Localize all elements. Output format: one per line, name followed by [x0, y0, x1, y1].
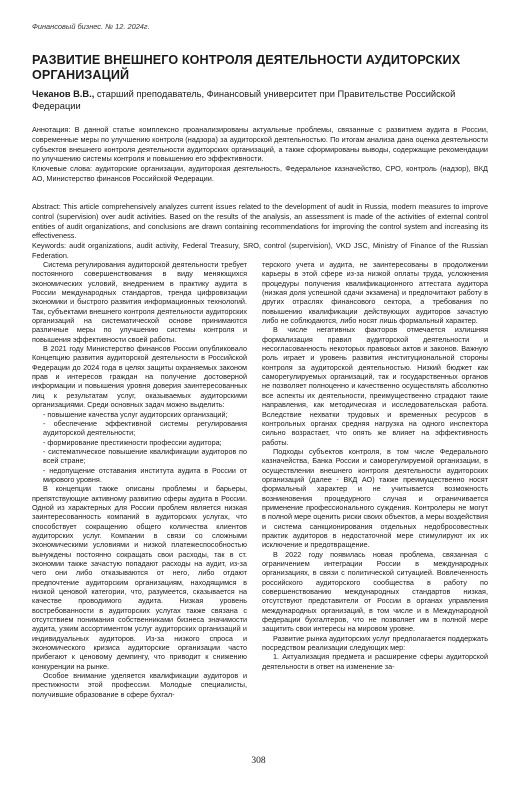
body-column-left	[32, 260, 247, 699]
list-item: - обеспечение эффективной системы регулирования аудиторской деятельности;	[43, 418, 247, 438]
author-affiliation: старший преподаватель, Финансовый университет при Правительстве Российской Федерации	[32, 89, 456, 111]
abstract-ru	[32, 125, 488, 184]
author-line	[32, 88, 490, 112]
keywords-en: Keywords: audit organizations, audit activity, Federal Treasury, SRO, control (supervision), VKD JSC, Ministry of Finance of the Russian Federation.	[32, 241, 488, 260]
body-paragraph: Система регулирования аудиторской деятельности требует постоянного совершенствования в виду меняющихся экономических условий, внедрением в практику аудита в России международных стандартов, тренда цифровизации экономики и быстрого развития информационных технологий. Так, субъектами внешнего контроля деятельности аудиторских организаций на систематической основе принимаются различные меры по улучшению системы контроля и повышения эффективности своей работы.	[32, 260, 247, 344]
list-item: - систематическое повышение квалификации аудиторов по всей стране;	[43, 446, 247, 466]
body-paragraph: В 2021 году Министерство финансов России опубликовало Концепцию развития аудиторской деятельности в Российской Федерации до 2024 года в целях защиты охраняемых законом прав и интересов граждан на получение достоверной информации и повышения уровня доверия заинтересованных лиц к результатам услуг, оказываемых аудиторскими организациями. Среди основных задач можно выделить:	[32, 344, 247, 410]
body-paragraph: В числе негативных факторов отмечается излишняя формализация правил аудиторской деятельности и несогласованность некоторых правовых актов и законов. Важную роль играет и уровень развития институциональной стороны контроля за аудиторской деятельностью. Низкий бюджет как саморегулируемых организаций, так и государственных органов не позволяет полноценно и качественно осуществлять абсолютно все аспекты их деятельности, преимущественно страдают такие направления, как методическая и исследовательская работа. Вследствие нехватки трудовых и временных ресурсов в контрольных органах средняя нагрузка на одного инспектора сильно возрастает, что опять же влияет на эффективность работы.	[262, 325, 488, 447]
abstract-en	[32, 202, 488, 261]
body-column-right	[262, 260, 488, 671]
body-paragraph: 1. Актуализация предмета и расширение сферы аудиторской деятельности в ответ на изменение за-	[262, 652, 488, 671]
body-paragraph: Развитие рынка аудиторских услуг предполагается поддержать посредством реализации следующих мер:	[262, 633, 488, 653]
body-paragraph: В концепции также описаны проблемы и барьеры, препятствующие активному развитию сферы аудита в России. Одной из характерных для России проблем является низкая заинтересованность компаний в аудиторских услугах, что способствует сокращению общего количества клиентов аудиторских услуг. Компании в связи со сложными экономическими условиями и низкой платежеспособностью вынуждены постоянно сокращать свои расходы, так в ст. экономии также зачастую попадают расходы на аудит, из-за чего они либо отказываются от него, либо отдают предпочтение аудиторским организациям, находящимся в низкой ценовой категории, что, разумеется, сказывается на качестве проводимого аудита. Низкая уровень востребованности в аудиторских услугах также связана с отсутствием понимания собственниками бизнеса значимости аудита, узким ассортиментом услуг аудиторских организаций и индивидуальных аудиторов. Из-за низкого спроса и экономического кризиса аудиторские организации часто прибегают к ценовому демпингу, что приводит к снижению конкуренции на рынке.	[32, 484, 247, 671]
author-name: Чеканов В.В.,	[32, 89, 95, 99]
abstract-en-text: Abstract: This article comprehensively analyzes current issues related to the development of audit in Russia, modern measures to improve control (supervision) over audit activities. Based on the results of the analysis, an assessment is made of the activities of external control entities of audit organizations, and conclusions are drawn containing recommendations for improving the control system and increasing its effectiveness.	[32, 202, 488, 241]
list-item: - недопущение отставания института аудита в России от мирового уровня.	[43, 465, 247, 484]
article-title: РАЗВИТИЕ ВНЕШНЕГО КОНТРОЛЯ ДЕЯТЕЛЬНОСТИ АУДИТОРСКИХ ОРГАНИЗАЦИЙ	[32, 53, 461, 82]
keywords-ru: Ключевые слова: аудиторские организации, аудиторская деятельность, Федеральное казначейство, СРО, контроль (надзор), ВКД АО, Министерство финансов Российской Федерации.	[32, 164, 488, 183]
page-number: 308	[251, 756, 266, 766]
body-paragraph: Особое внимание уделяется квалификации аудиторов и престижности этой профессии. Молодые специалисты, получившие образование в сфере бухгал-	[32, 671, 247, 699]
list-item: - повышение качества услуг аудиторских организаций;	[43, 409, 228, 419]
journal-header: Финансовый бизнес. № 12. 2024г.	[32, 22, 150, 31]
body-paragraph: В 2022 году появилась новая проблема, связанная с ограничением интеграции России в международных организациях, в связи с политической ситуацией. Вовлеченность российского аудиторского сообщества в работу по совершенствованию международных стандартов низкая, отсутствуют представители от России в органах управления международных организаций, в том числе и в Международной федерации бухгалтеров, что не позволяет им в полной мере защитить свои интересы на мировом уровне.	[262, 549, 488, 634]
body-paragraph: терского учета и аудита, не заинтересованы в продолжении карьеры в этой сфере из-за низкой оплаты труда, усложнения процедуры получения квалификационного аттестата аудитора (низкая доля успешной сдачи экзамена) и предпочитают работу в других отраслях финансового сектора, а требования по повышению квалификации действующих аудиторов зачастую либо не соблюдаются, либо носят лишь формальный характер.	[262, 260, 488, 326]
body-paragraph: Подходы субъектов контроля, в том числе Федерального казначейства, Банка России и саморегулируемой организации, в осуществлении внешнего контроля деятельности аудиторских организаций (далее - ВКД АО) также преимущественно носят формальный характер и не учитывается возможность возникновения процедурного случая и ограничивается применение профессионального суждения. Контролеры не могут в полной мере оценить риски своих объектов, а меры воздействия и система санкционирования отдельных недобросовестных практик аудиторов в недостаточной мере стимулируют их их исключение и предотвращение.	[262, 446, 488, 550]
abstract-ru-text: Аннотация: В данной статье комплексно проанализированы актуальные проблемы, связанные с развитием аудита в России, современные меры по улучшению контроля (надзора) за аудиторской деятельностью. По итогам анализа дана оценка деятельности субъектов внешнего контроля деятельности аудиторских организаций, а также сформированы выводы, содержащие рекомендации по улучшению системы контроля и повышению его эффективности.	[32, 125, 488, 164]
list-item: - формирование престижности профессии аудитора;	[43, 437, 222, 447]
